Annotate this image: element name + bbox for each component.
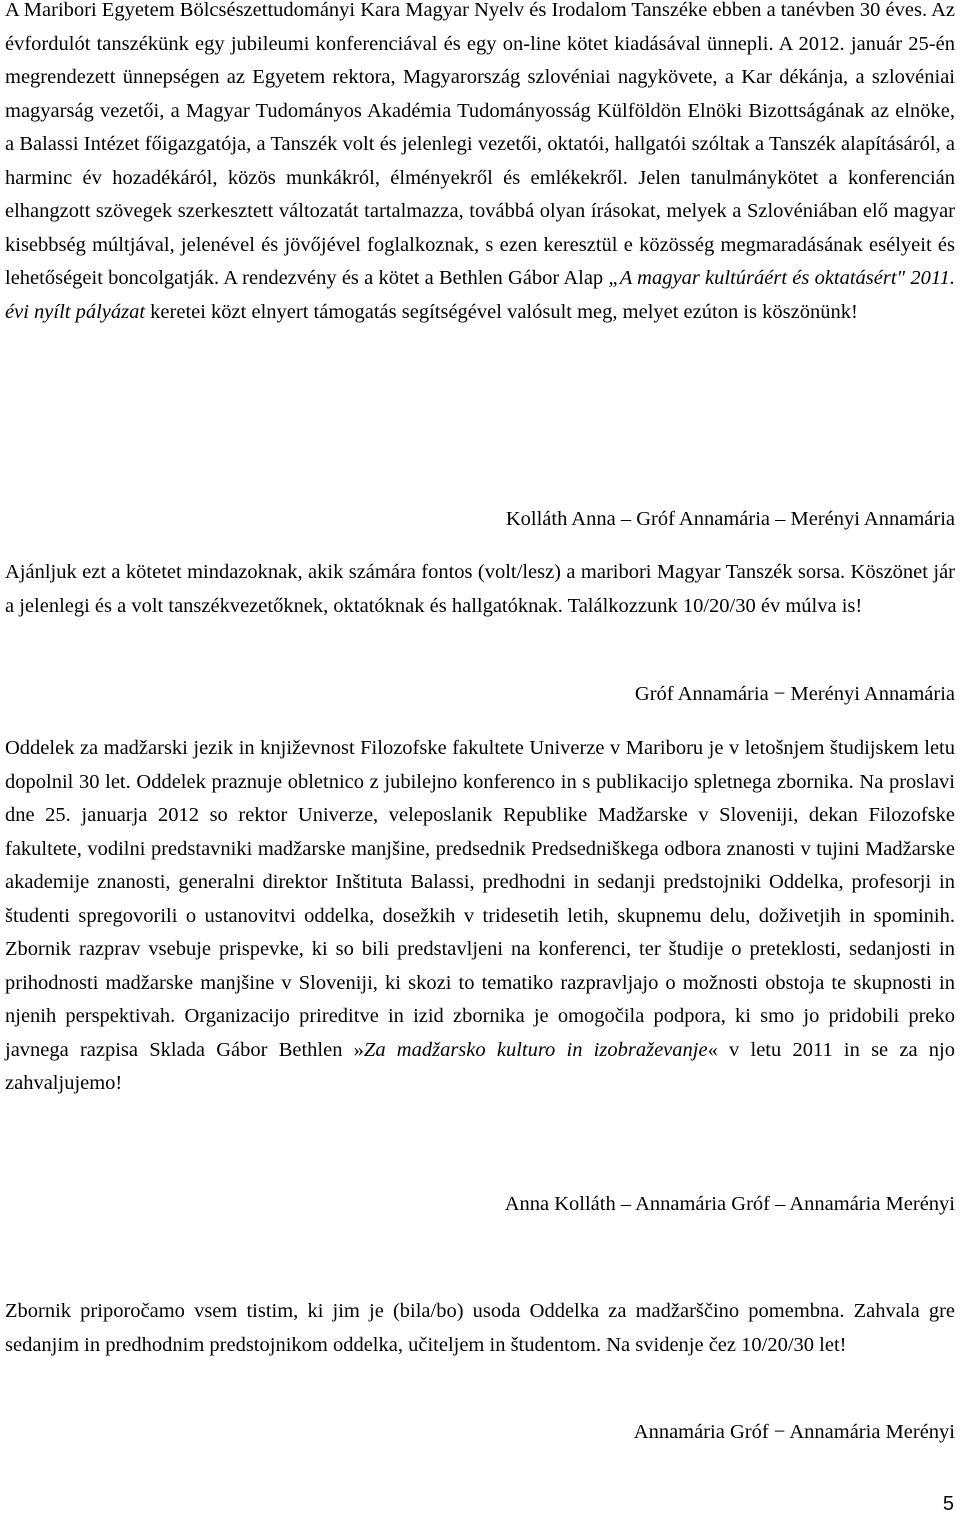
slovenian-intro-text-end: « v letu 2011 in se za njo zahvaljujemo!: [5, 1038, 955, 1094]
slovenian-intro-paragraph: [5, 732, 955, 1101]
hungarian-intro-italic-title: „A magyar kultúráért és oktatásért" 2011. évi nyílt pályázat: [5, 267, 955, 323]
signature-dedication-hungarian: Gróf Annamária − Merényi Annamária: [634, 683, 955, 705]
hungarian-intro-paragraph: [5, 0, 955, 329]
hungarian-intro-text: A Maribori Egyetem Bölcsészettudományi Kara Magyar Nyelv és Irodalom Tanszéke ebben a tanévben 30 éves. Az évfordulót tanszékünk egy jubileumi konferenciával és egy on-line kötet kiadásával ünnepli. A 2012. január 25-én megrendezett ünnepségen az Egyetem rektora, Magyarország szlovéniai nagykövete, a Kar dékánja, a szlovéniai magyarság vezetői, a Magyar Tudományos Akadémia Tudományosság Külföldön Elnöki Bizottságának az elnöke, a Balassi Intézet főigazgatója, a Tanszék volt és jelenlegi vezetői, oktatói, hallgatói szóltak a Tanszék alapításáról, a harminc év hozadékáról, közös munkákról, élményekről és emlékekről. Jelen tanulmánykötet a konferencián elhangzott szövegek szerkesztett változatát tartalmazza, továbbá olyan írásokat, melyek a Szlovéniában elő magyar kisebbség múltjával, jelenével és jövőjével foglalkoznak, s ezen keresztül e közösség megmaradásának esélyeit és lehetőségeit boncolgatják. A rendezvény és a kötet a Bethlen Gábor Alap: [5, 0, 955, 289]
slovenian-intro-italic-title: Za madžarsko kulturo in izobraževanje: [363, 1038, 708, 1061]
hungarian-dedication-paragraph: Ajánljuk ezt a kötetet mindazoknak, akik számára fontos (volt/lesz) a maribori Magyar Tanszék sorsa. Köszönet jár a jelenlegi és a volt tanszékvezetőknek, oktatóknak és hallgatóknak. Találkozzunk 10/20/30 év múlva is!: [5, 561, 955, 617]
slovenian-dedication-paragraph: Zbornik priporočamo vsem tistim, ki jim je (bila/bo) usoda Oddelka za madžarščino pomembna. Zahvala gre sedanjim in predhodnim predstojnikom oddelka, učiteljem in študentom. Na svidenje čez 10/20/30 let!: [5, 1300, 955, 1356]
signature-editors-hungarian: Kolláth Anna – Gróf Annamária – Merényi Annamária: [505, 508, 955, 530]
hungarian-intro-text-end: keretei közt elnyert támogatás segítségével valósult meg, melyet ezúton is köszönünk!: [145, 300, 858, 323]
signature-dedication-slovenian: Annamária Gróf − Annamária Merényi: [633, 1421, 955, 1443]
signature-editors-slovenian: Anna Kolláth – Annamária Gróf – Annamária Merényi: [504, 1193, 955, 1215]
slovenian-intro-text: Oddelek za madžarski jezik in književnost Filozofske fakultete Univerze v Mariboru je v letošnjem študijskem letu dopolnil 30 let. Oddelek praznuje obletnico z jubilejno konferenco in s publikacijo spletnega zbornika. Na proslavi dne 25. januarja 2012 so rektor Univerze, veleposlanik Republike Madžarske v Sloveniji, dekan Filozofske fakultete, vodilni predstavniki madžarske manjšine, predsednik Predsedniškega odbora znanosti v tujini Madžarske akademije znanosti, generalni direktor Inštituta Balassi, predhodni in sedanji predstojniki Oddelka, profesorji in študenti spregovorili o ustanovitvi oddelka, dosežkih v tridesetih letih, skupnemu delu, doživetjih in spominih. Zbornik razprav vsebuje prispevke, ki so bili predstavljeni na konferenci, ter študije o preteklosti, sedanjosti in prihodnosti madžarske manjšine v Sloveniji, ki skozi to tematiko razpravljajo o možnosti obstoja te skupnosti in njenih perspektivah. Organizacijo prireditve in izid zbornika je omogočila podpora, ki smo jo pridobili preko javnega razpisa Sklada Gábor Bethlen »: [5, 737, 955, 1061]
page-number: 5: [942, 1493, 954, 1515]
